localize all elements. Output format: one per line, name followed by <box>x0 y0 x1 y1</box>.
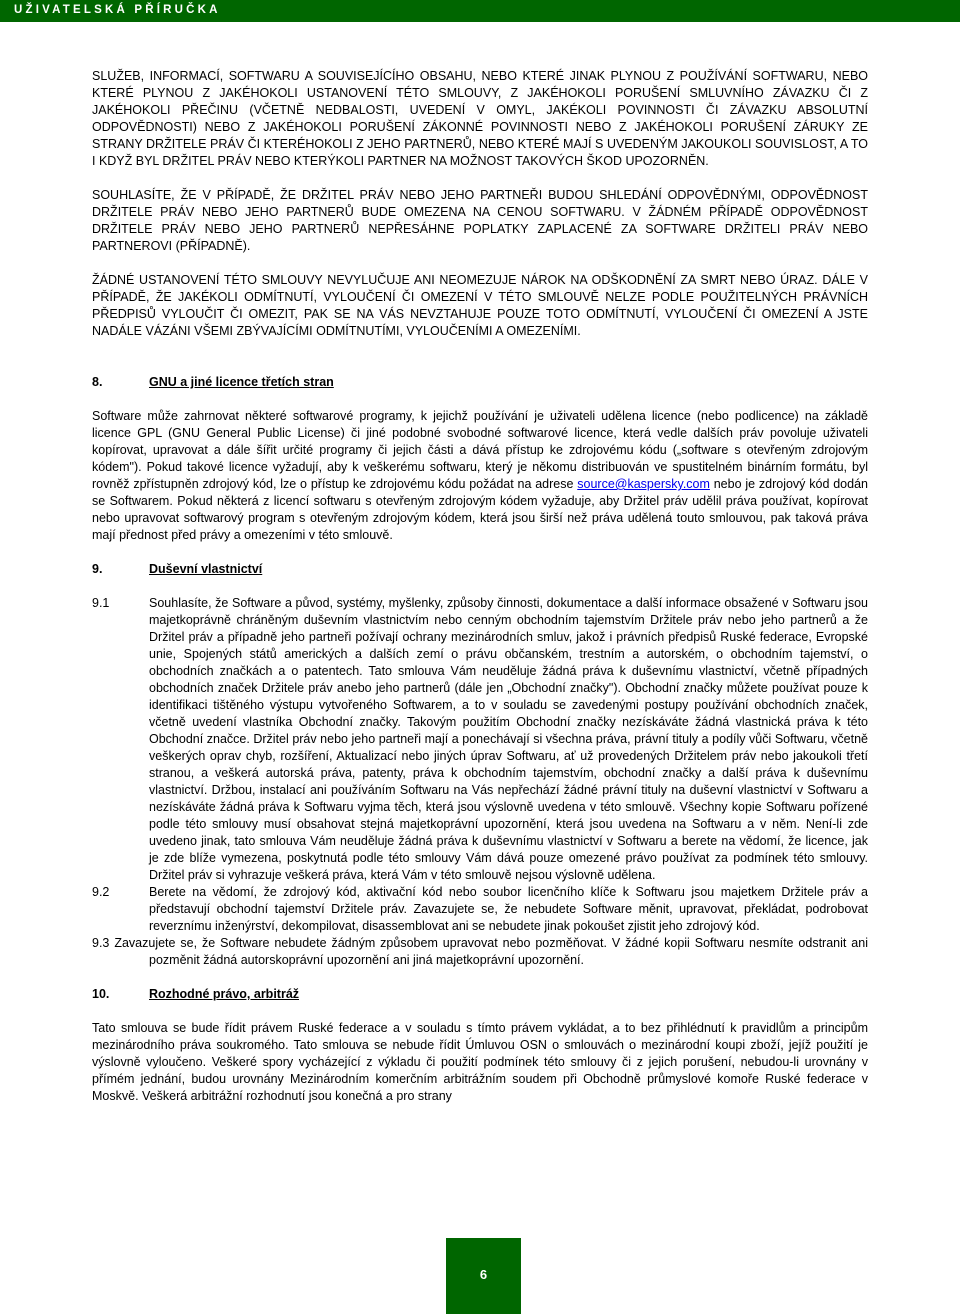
section-10-number: 10. <box>92 987 110 1001</box>
header-bar <box>0 0 960 22</box>
item-number: 9.3 <box>92 936 110 950</box>
item-number: 9.2 <box>92 885 110 899</box>
section-8-number: 8. <box>92 375 103 389</box>
item-text: Berete na vědomí, že zdrojový kód, aktivační kód nebo soubor licenčního klíče k Softwaru jsou majetkem Držitele práv a představují obchodní tajemství Držitele práv. Zavazujete se, že nebudete Software měnit, upravovat, překládat, podrobovat reverznímu inženýrství, dekompilovat, disassemblovat ani se nebudete jinak pokoušet zjistit jeho zdrojový kód. <box>149 885 868 933</box>
section-8-text <box>92 408 868 544</box>
section-9-heading <box>92 561 868 578</box>
section-9-number: 9. <box>92 562 103 576</box>
section-9-item <box>92 935 868 969</box>
section-10-heading <box>92 986 868 1003</box>
item-text: Zavazujete se, že Software nebudete žádným způsobem upravovat nebo pozměňovat. V žádné kopii Softwaru nesmíte odstranit ani pozměnit žádná autorskoprávní upozornění ani jiná majetkoprávní upozornění. <box>114 936 868 967</box>
item-text: Souhlasíte, že Software a původ, systémy, myšlenky, způsoby činnosti, dokumentace a další informace obsažené v Softwaru jsou majetkoprávně chráněným duševním vlastnictvím nebo cenným obchodním tajemstvím Držitele práv nebo jeho partnerů a že Držitel práv a případně jeho partneři požívají ochrany mezinárodních smluv, jakož i právních předpisů Ruské federace, Evropské unie, Spojených států amerických a dalších zemí o právu občanském, trestním a autorském, o obchodním tajemství, o obchodních značkách a o patentech. Tato smlouva Vám neuděluje žádná práva k duševnímu vlastnictví, včetně případných obchodních značek Držitele práv anebo jeho partnerů (dále jen „Obchodní značky"). Obchodní značky můžete používat pouze k identifikaci tištěného výstupu vytvořeného Softwarem, a to v souladu se zavedenými postupy používání obchodních značek, včetně uvedení vlastníka Obchodní značky. Takovým použitím Obchodní značky nezískáváte žádná vlastnická práva k této Obchodní značce. Držitel práv nebo jeho partneři mají a ponechávají si všechna práva, právní tituly a podíly vůči Softwaru, včetně veškerých oprav chyb, rozšíření, Aktualizací nebo jiných úprav Softwaru, ať už provedených Držitelem práv nebo jakoukoli třetí stranou, a veškerá autorská práva, patenty, práva k obchodním tajemstvím, obchodní značky a další práva k duševnímu vlastnictví. Držbou, instalací ani používáním Softwaru na Vás nepřechází žádné právní tituly na duševní vlastnictví v Softwaru a nezískáváte žádná práva k Softwaru vyjma těch, která jsou výslovně uvedena v této smlouvě. Všechny kopie Softwaru pořízené podle této smlouvy musí obsahovat stejná majetkoprávní upozornění, která jsou uvedena na Softwaru a v něm. Není-li zde uvedeno jinak, tato smlouva Vám neuděluje žádná práva k duševnímu vlastnictví v Softwaru a berete na vědomí, že licence, jak je zde blíže vymezena, poskytnutá podle této smlouvy Vám dává pouze omezené právo používat za podmínek této smlouvy. Držitel práv si vyhrazuje veškerá práva, která Vám v této smlouvě nejsou výslovně udělena. <box>149 596 868 882</box>
page-number-box <box>446 1238 521 1314</box>
section-9-title: Duševní vlastnictví <box>149 562 263 576</box>
header-title: UŽIVATELSKÁ PŘÍRUČKA <box>14 4 221 16</box>
liability-paragraph-1: SLUŽEB, INFORMACÍ, SOFTWARU A SOUVISEJÍCÍHO OBSAHU, NEBO KTERÉ JINAK PLYNOU Z POUŽÍVÁNÍ SOFTWARU, NEBO KTERÉ PLYNOU Z JAKÉHOKOLI USTANOVENÍ TÉTO SMLOUVY, Z JAKÉHOKOLI PORUŠENÍ SMLUVNÍHO ZÁVAZKU ČI Z JAKÉHOKOLI PŘEČINU (VČETNĚ NEDBALOSTI, UVEDENÍ V OMYL, JAKÉKOLI POVINNOSTI ČI ZÁVAZKU ABSOLUTNÍ ODPOVĚDNOSTI) NEBO Z JAKÉHOKOLI PORUŠENÍ ZÁKONNÉ POVINNOSTI NEBO Z JAKÉHOKOLI PORUŠENÍ ZÁRUKY ZE STRANY DRŽITELE PRÁV ČI KTERÉHOKOLI Z JEHO PARTNERŮ, NEBO KTERÉ MAJÍ S UVEDENÝM JAKOUKOLI SOUVISLOST, A TO I KDYŽ BYL DRŽITEL PRÁV NEBO KTERÝKOLI PARTNER NA MOŽNOST TAKOVÝCH ŠKOD UPOZORNĚN. <box>92 69 868 168</box>
liability-paragraph-2: SOUHLASÍTE, ŽE V PŘÍPADĚ, ŽE DRŽITEL PRÁV NEBO JEHO PARTNEŘI BUDOU SHLEDÁNÍ ODPOVĚDNÝMI, ODPOVĚDNOST DRŽITELE PRÁV NEBO JEHO PARTNERŮ BUDE OMEZENA NA CENOU SOFTWARU. V ŽÁDNÉM PŘÍPADĚ ODPOVĚDNOST DRŽITELE PRÁV NEBO JEHO PARTNERŮ NEPŘESÁHNE POPLATKY ZAPLACENÉ ZA SOFTWARE DRŽITELI PRÁV NEBO PARTNEROVI (PŘÍPADNĚ). <box>92 188 868 253</box>
section-9-item <box>92 884 868 935</box>
document-body <box>92 68 868 1105</box>
item-number: 9.1 <box>92 596 110 610</box>
section-8-heading <box>92 374 868 391</box>
section-10-title: Rozhodné právo, arbitráž <box>149 987 300 1001</box>
section-10-text: Tato smlouva se bude řídit právem Ruské federace a v souladu s tímto právem vykládat, a to bez přihlédnutí k pravidlům a principům mezinárodního práva soukromého. Tato smlouva se nebude řídit Úmluvou OSN o smlouvách o mezinárodní koupi zboží, jejíž použití je výslovně vyloučeno. Veškeré spory vycházející z výkladu či použití podmínek této smlouvy či z jejich porušení, nebudou-li urovnány v přímém jednání, budou urovnány Mezinárodním komerčním arbitrážním soudem při Obchodně průmyslové komoře Ruské federace v Moskvě. Veškerá arbitrážní rozhodnutí jsou konečná a pro strany <box>92 1021 868 1103</box>
section-8-text-start: Software může zahrnovat některé softwarové programy, k jejichž používání je uživateli udělena licence (nebo podlicence) na základě licence GPL (GNU General Public License) či jiné podobné svobodné softwarové licence, která vedle dalších práv povoluje uživateli kopírovat, upravovat a dále šířit určité programy či jejich části a dává přístup ke zdrojovému kódu („software s otevřeným zdrojovým kódem"). Pokud takové licence vyžadují, aby k veškerému softwaru, který je někomu distribuován ve spustitelném binárním formátu, byl rovněž zpřístupněn zdrojový kód, lze o přístup ke zdrojovému kódu požádat na adrese <box>92 409 868 491</box>
section-8-title: GNU a jiné licence třetích stran <box>149 375 334 389</box>
source-email-link[interactable]: source@kaspersky.com <box>577 477 710 491</box>
section-9-item <box>92 595 868 884</box>
page-number: 6 <box>479 1267 488 1282</box>
section-8-text-end: nebo je zdrojový kód dodán se Softwarem. Pokud některá z licencí softwaru s otevřeným zdrojovým kódem vyžaduje, aby Držitel práv udělil práva používat, kopírovat nebo upravovat softwarový program s otevřeným zdrojovým kódem, která jsou širší než práva udělená touto smlouvou, pak taková práva mají přednost před právy a omezeními v této smlouvě. <box>92 477 868 542</box>
liability-paragraph-3: ŽÁDNÉ USTANOVENÍ TÉTO SMLOUVY NEVYLUČUJE ANI NEOMEZUJE NÁROK NA ODŠKODNĚNÍ ZA SMRT NEBO ÚRAZ. DÁLE V PŘÍPADĚ, ŽE JAKÉKOLI ODMÍTNUTÍ, VYLOUČENÍ ČI OMEZENÍ V TÉTO SMLOUVĚ NELZE PODLE POUŽITELNÝCH PRÁVNÍCH PŘEDPISŮ VYLOUČIT ČI OMEZIT, PAK SE NA VÁS NEVZTAHUJE POUZE TOTO ODMÍTNUTÍ, VYLOUČENÍ ČI OMEZENÍ A JSTE NADÁLE VÁZÁNI VŠEMI ZBÝVAJÍCÍMI ODMÍTNUTÍMI, VYLOUČENÍMI A OMEZENÍMI. <box>92 273 868 338</box>
